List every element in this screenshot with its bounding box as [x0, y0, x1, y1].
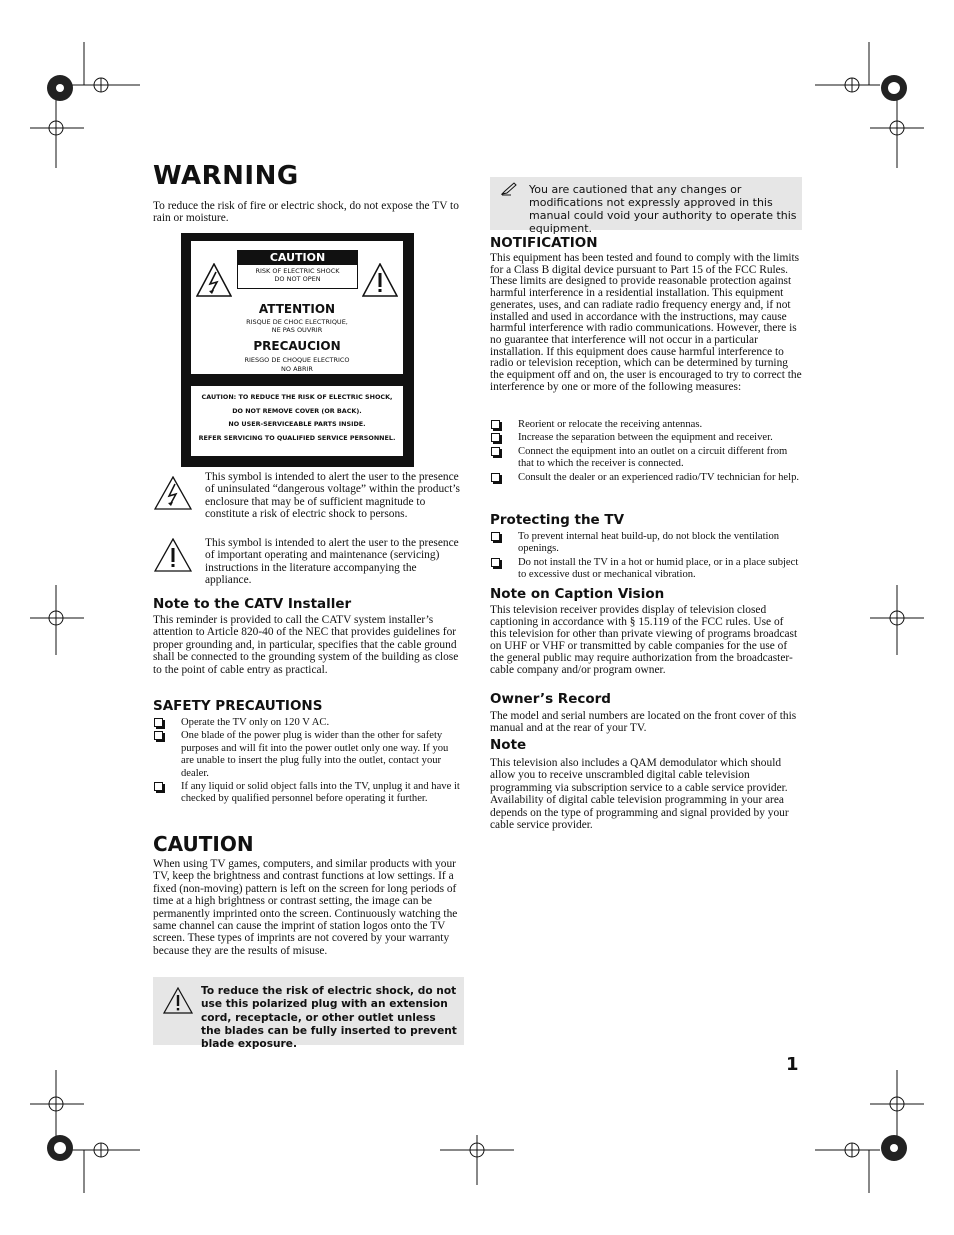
owners-heading: Owner’s Record: [490, 691, 611, 707]
symbol2-text: This symbol is intended to alert the user to the presence of important operating and maintenance (servicing) instructions in the literature accompanying the appliance.: [205, 537, 459, 587]
notification-text: This equipment has been tested and found to comply with the limits for a Class B digital device pursuant to Part 15 of the FCC Rules. These limits are designed to provide reasonable protection against harmful interference in a residential installation. This equipment generates, uses, and can radiate radio frequency energy and, if not installed and used in accordance with the instructions, may cause harmful interference with radio communications. However, there is no guarantee that interference will not occur in a particular installation. If this equipment does cause harmful interference to radio or television reception, which can be determined by turning the equipment off and on, the user is encouraged to try to correct the interference by one or more of the following measures:: [490, 252, 802, 393]
catv-heading: Note to the CATV Installer: [153, 596, 352, 612]
note-heading: Note: [490, 737, 527, 753]
symbol1-text: This symbol is intended to alert the user to the presence of uninsulated “dangerous voltage” within the product’s enclosure that may be of sufficient magnitude to constitute a risk of electric shock to persons.: [205, 471, 460, 521]
safety-heading: SAFETY PRECAUTIONS: [153, 698, 323, 714]
warning-intro: To reduce the risk of fire or electric shock, do not expose the TV to rain or moisture.: [153, 200, 459, 225]
list-item: Reorient or relocate the receiving antennas.: [490, 419, 802, 431]
protecting-heading: Protecting the TV: [490, 512, 625, 528]
safety-list: [153, 717, 463, 807]
note-box-text: You are cautioned that any changes or modifications not expressly approved in this manual could void your authority to operate this equipment.: [529, 183, 797, 235]
list-item: Operate the TV only on 120 V AC.: [153, 717, 463, 729]
plug-warning-box: [153, 977, 464, 1051]
note-text: This television also includes a QAM demodulator which should allow you to receive unscrambled digital cable television programming via subscription service to a cable service provider. Availability of digital cable television programming in your area depends on the type of programming and signal provided by your cable service provider.: [490, 757, 789, 832]
checkbox-bullet-icon: [491, 558, 500, 567]
exclamation-symbol-icon: [154, 538, 192, 572]
list-item: To prevent internal heat build-up, do not block the ventilation openings.: [490, 531, 802, 556]
notification-list: [490, 419, 802, 485]
checkbox-bullet-icon: [491, 420, 500, 429]
catv-text: This reminder is provided to call the CATV system installer’s attention to Article 820-40 of the NEC that provides guidelines for proper grounding and, in particular, specifies that the cable ground shall be connected to the grounding system of the building as close to the point of cable entry as practical.: [153, 614, 459, 676]
attention-title: ATTENTION: [258, 302, 336, 316]
owners-text: The model and serial numbers are located on the front cover of this manual and at the rear of your TV.: [490, 710, 797, 735]
lightning-symbol-icon: [154, 476, 192, 510]
label-lower-line4: REFER SERVICING TO QUALIFIED SERVICE PERSONNEL.: [198, 433, 396, 442]
caution-title: CAUTION: [153, 832, 254, 856]
caution-text: When using TV games, computers, and similar products with your TV, keep the brightness and contrast functions at low settings. If a fixed (non-moving) pattern is left on the screen for long periods of time at a high brightness or contrast setting, the image can be permanently imprinted onto the screen. Continuously watching the same channel can cause the imprint of station logos onto the TV screen. These types of imprints are not covered by your warranty because they are the results of misuse.: [153, 858, 458, 957]
precaucion-sub2: NO ABRIR: [281, 365, 313, 373]
warning-title: WARNING: [153, 161, 299, 191]
exclamation-warning-icon: [362, 263, 398, 297]
caption-text: This television receiver provides display of television closed captioning in accordance with § 15.119 of the FCC rules. Use of this television for other than private viewing of programs broadcast on UHF or VHF or transmitted by cable companies for the use of the general public may require authorization from the broadcaster-cable company and/or program owner.: [490, 604, 798, 676]
precaucion-title: PRECAUCION: [253, 339, 341, 353]
list-item: Do not install the TV in a hot or humid place, or in a place subject to excessive dust or mechanical vibration.: [490, 557, 802, 582]
precaucion-sub1: RIESGO DE CHOQUE ELECTRICO: [244, 356, 350, 364]
page-number: 1: [786, 1054, 799, 1075]
pencil-note-icon: [501, 182, 519, 196]
label-lower-line3: NO USER-SERVICEABLE PARTS INSIDE.: [228, 420, 366, 428]
exclamation-warning-icon: [163, 987, 193, 1014]
checkbox-bullet-icon: [154, 782, 163, 791]
list-item: One blade of the power plug is wider than the other for safety purposes and will fit into the power outlet only one way. If you are unable to insert the plug fully into the outlet, contact your dealer.: [153, 730, 463, 780]
list-item: Consult the dealer or an experienced radio/TV technician for help.: [490, 472, 802, 484]
checkbox-bullet-icon: [491, 433, 500, 442]
attention-sub1: RISQUE DE CHOC ELECTRIQUE,: [246, 318, 348, 326]
checkbox-bullet-icon: [491, 447, 500, 456]
caution-label-header: CAUTION: [238, 251, 357, 265]
lightning-warning-icon: [196, 263, 232, 297]
list-item: Connect the equipment into an outlet on a circuit different from that to which the receiver is connected.: [490, 446, 802, 471]
label-lower-line1: CAUTION: TO REDUCE THE RISK OF ELECTRIC SHOCK,: [201, 393, 393, 401]
list-item: If any liquid or solid object falls into the TV, unplug it and have it checked by qualified personnel before operating it further.: [153, 781, 463, 806]
label-lower-line2: DO NOT REMOVE COVER (OR BACK).: [232, 406, 362, 415]
caution-label: [181, 233, 414, 467]
caption-heading: Note on Caption Vision: [490, 586, 665, 602]
attention-sub2: NE PAS OUVRIR: [271, 326, 323, 334]
caution-label-sub1: RISK OF ELECTRIC SHOCK: [255, 267, 340, 275]
checkbox-bullet-icon: [491, 532, 500, 541]
note-box: [490, 177, 802, 235]
checkbox-bullet-icon: [154, 731, 163, 740]
notification-heading: NOTIFICATION: [490, 235, 598, 251]
list-item: Increase the separation between the equipment and receiver.: [490, 432, 802, 444]
protecting-list: [490, 531, 802, 583]
checkbox-bullet-icon: [154, 718, 163, 727]
caution-label-sub2: DO NOT OPEN: [274, 275, 321, 283]
plug-warning-text: To reduce the risk of electric shock, do not use this polarized plug with an extension cord, receptacle, or other outlet unless the blades can be fully inserted to prevent blade exposure.: [201, 985, 457, 1051]
checkbox-bullet-icon: [491, 473, 500, 482]
